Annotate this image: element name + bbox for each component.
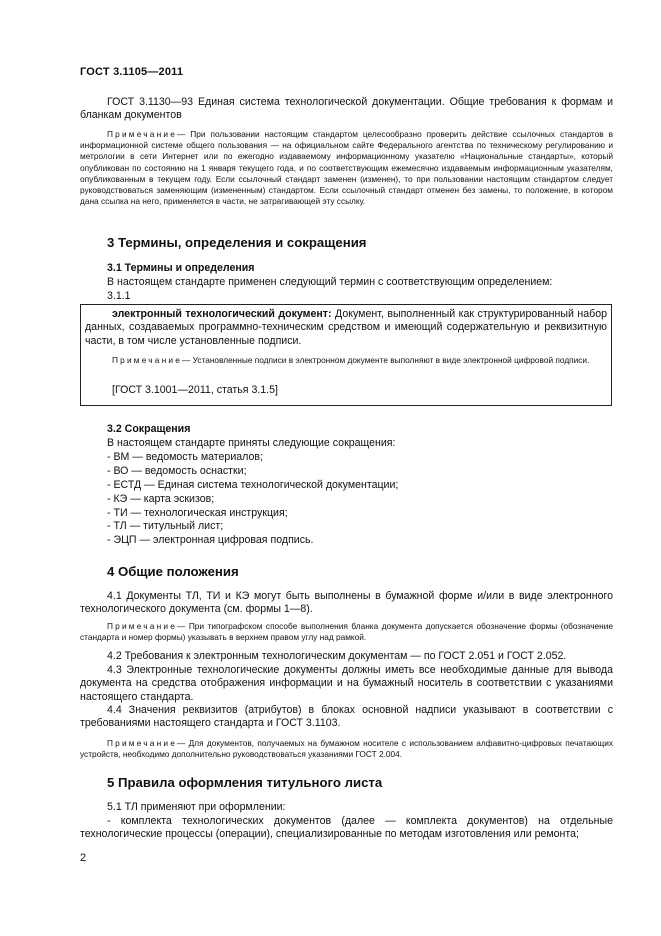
abbreviation-item: - КЭ — карта эскизов; (107, 493, 215, 505)
note-references (80, 129, 613, 207)
subsection-3-1-heading: 3.1 Термины и определения (107, 262, 255, 274)
term-number: 3.1.1 (107, 290, 131, 302)
note-4-1 (80, 621, 613, 643)
running-header: ГОСТ 3.1105—2011 (80, 66, 184, 78)
term-definition-box (80, 304, 612, 406)
subsection-3-1-intro: В настоящем стандарте применен следующий термин с соответствующим определением: (107, 276, 553, 288)
subsection-3-2-heading: 3.2 Сокращения (107, 423, 191, 435)
note-text: — При типографском способе выполнения бланка документа допускается обозначение формы (обозначение стандарта и номер формы) указывать в верхнем правом углу над рамкой. (80, 621, 613, 643)
abbreviation-item: - ЭЦП — электронная цифровая подпись. (107, 534, 314, 546)
paragraph-4-3: 4.3 Электронные технологические документы должны иметь все необходимые данные для вывода документа на средства отображения информации и на бумажный носитель в соответствии с указаниями настоящего стандарта. (80, 664, 613, 703)
term-note-text: — Установленные подписи в электронном документе выполняют в виде электронной цифровой подписи. (182, 355, 590, 365)
term-definition (85, 308, 607, 348)
note-label: Примечание (107, 129, 178, 139)
note-label: Примечание (107, 738, 178, 748)
section-5-heading: 5 Правила оформления титульного листа (107, 775, 383, 790)
note-text: — При пользовании настоящим стандартом целесообразно проверить действие ссылочных стандартов в информационной системе общего пользования — на официальном сайте Федерального агентства по техническому регулированию и метрологии в сети Интернет или по ежегодно издаваемому информационному указателю «Национальные стандарты», который опубликован по состоянию на 1 января текущего года, и по соответствующим ежемесячно издаваемым информационным указателям, опубликованным в текущем году. Если ссылочный стандарт заменен (изменен), то при пользовании настоящим стандартом следует руководствоваться заменяющим (измененным) стандартом. Если ссылочный стандарт отменен без замены, то положение, в котором дана ссылка на него, применяется в части, не затрагивающей эту ссылку. (80, 129, 613, 207)
note-text: — Для документов, получаемых на бумажном носителе с использованием алфавитно-цифровых печатающих устройств, необходимо дополнительно руководствоваться указаниями ГОСТ 2.004. (80, 738, 613, 760)
section-4-heading: 4 Общие положения (107, 564, 239, 579)
abbreviation-item: - ТЛ — титульный лист; (107, 520, 224, 532)
term-name: электронный технологический документ: (112, 308, 332, 320)
section-3-heading: 3 Термины, определения и сокращения (107, 235, 367, 250)
paragraph-4-4: 4.4 Значения реквизитов (атрибутов) в блоках основной надписи указывают в соответствии с требованиями настоящего стандарта и ГОСТ 3.1103. (80, 704, 613, 730)
normative-reference: ГОСТ 3.1130—93 Единая система технологической документации. Общие требования к формам и бланкам документов (80, 96, 613, 122)
page-number: 2 (80, 852, 87, 864)
abbreviation-item: - ТИ — технологическая инструкция; (107, 507, 288, 519)
term-note-label: Примечание (112, 355, 183, 365)
note-label: Примечание (107, 621, 178, 631)
term-source: [ГОСТ 3.1001—2011, статья 3.1.5] (112, 384, 278, 396)
paragraph-4-2: 4.2 Требования к электронным технологическим документам — по ГОСТ 2.051 и ГОСТ 2.052. (107, 650, 567, 662)
abbreviation-item: - ВМ — ведомость материалов; (107, 451, 263, 463)
paragraph-5-1-item: - комплекта технологических документов (далее — комплекта документов) на отдельные технологические процессы (операции), специализированные по методам изготовления или ремонта; (80, 815, 613, 841)
paragraph-5-1: 5.1 ТЛ применяют при оформлении: (107, 801, 286, 813)
term-text: Документ, выполненный как структурированный набор данных, создаваемых программно-техническим средством и имеющий содержательную и реквизитную части, в том числе установленные подписи. (85, 308, 607, 347)
abbreviations-intro: В настоящем стандарте приняты следующие сокращения: (107, 437, 396, 449)
abbreviation-item: - ЕСТД — Единая система технологической документации; (107, 479, 399, 491)
term-note (85, 355, 607, 366)
paragraph-4-1: 4.1 Документы ТЛ, ТИ и КЭ могут быть выполнены в бумажной форме и/или в виде электронного технологического документа (см. формы 1—8). (80, 590, 613, 616)
abbreviation-item: - ВО — ведомость оснастки; (107, 465, 247, 477)
note-4-4 (80, 738, 613, 760)
